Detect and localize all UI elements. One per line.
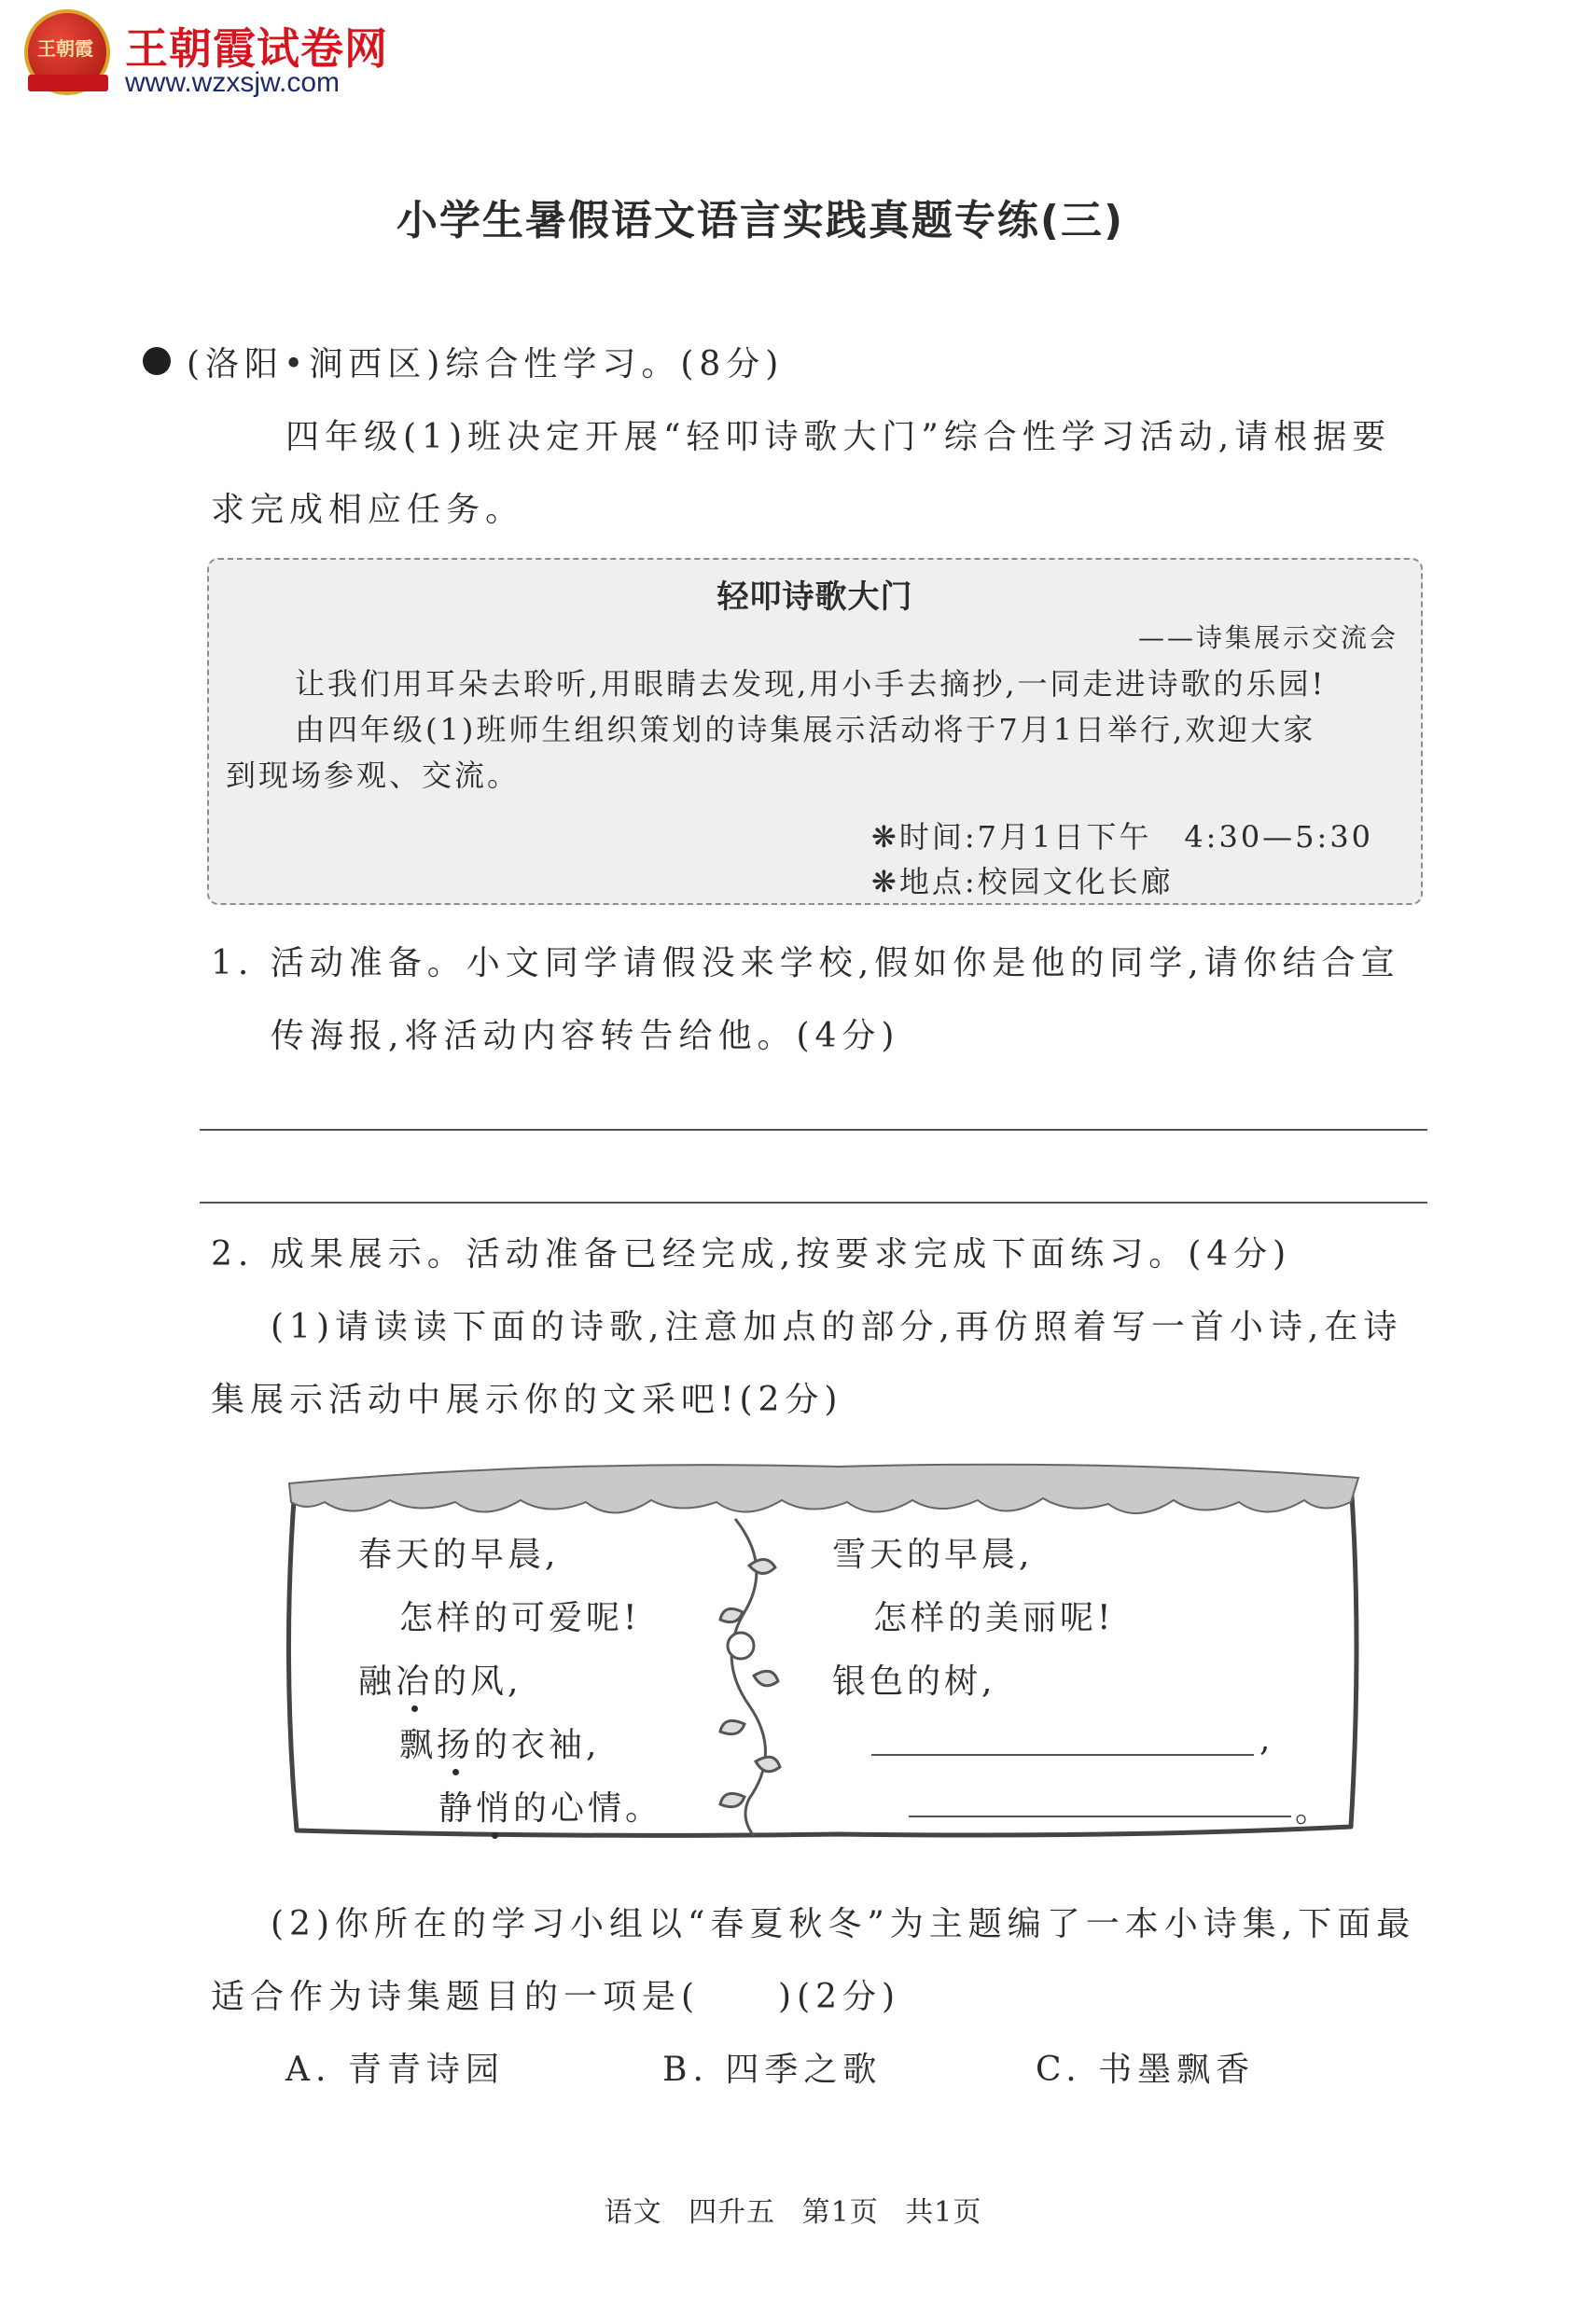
q2-sub2-line-1: (2)你所在的学习小组以“春夏秋冬”为主题编了一本小诗集,下面最	[271, 1905, 1416, 1943]
option-a[interactable]: A. 青青诗园	[285, 2051, 505, 2089]
page-footer: 语文 四升五 第1页 共1页	[604, 2196, 982, 2229]
q1-line-2: 传海报,将活动内容转告给他。(4分)	[271, 1017, 900, 1055]
event-poster	[207, 558, 1423, 905]
poem-right-line-2: 怎样的美丽呢!	[873, 1599, 1115, 1637]
intro-line-2: 求完成相应任务。	[211, 491, 525, 529]
dotted-phrase-1: 融冶的	[358, 1655, 470, 1703]
poem-left-line-3	[358, 1655, 522, 1703]
section-heading: (洛阳•涧西区)综合性学习。(8分)	[187, 345, 785, 383]
q2-sub1-line-2: 集展示活动中展示你的文采吧!(2分)	[211, 1381, 843, 1419]
poem-left-line-4	[399, 1719, 600, 1766]
logo-url: www.wzxsjw.com	[125, 67, 341, 98]
poem-blank-1[interactable]	[871, 1754, 1254, 1756]
page-title: 小学生暑假语文语言实践真题专练(三)	[396, 197, 1125, 244]
poem-left-line-5-rest: 心情。	[550, 1789, 663, 1828]
q2-sub2-line-2: 适合作为诗集题目的一项是( )(2分)	[211, 1978, 901, 2016]
answer-line-2[interactable]	[200, 1202, 1427, 1204]
poem-left-line-2: 怎样的可爱呢!	[399, 1599, 641, 1637]
logo-ribbon-icon	[28, 75, 108, 91]
poster-time: ❋时间:7月1日下午 4:30—5:30	[871, 819, 1374, 855]
poem-left-line-3-rest: 风,	[470, 1663, 522, 1701]
bullet-icon	[143, 347, 171, 375]
q2-line-1: 2. 成果展示。活动准备已经完成,按要求完成下面练习。(4分)	[211, 1235, 1292, 1273]
q1-line-1: 1. 活动准备。小文同学请假没来学校,假如你是他的同学,请你结合宣	[211, 944, 1400, 982]
poem-right-line-3: 银色的树,	[832, 1663, 996, 1701]
poster-subtitle: ——诗集展示交流会	[1137, 622, 1398, 653]
poster-line-1: 让我们用耳朵去聆听,用眼睛去发现,用小手去摘抄,一同走进诗歌的乐园!	[295, 666, 1327, 702]
option-b[interactable]: B. 四季之歌	[662, 2051, 883, 2089]
intro-line-1: 四年级(1)班决定开展“轻叩诗歌大门”综合性学习活动,请根据要	[285, 418, 1392, 456]
poem-period: 。	[1295, 1791, 1333, 1830]
poster-line-2: 由四年级(1)班师生组织策划的诗集展示活动将于7月1日举行,欢迎大家	[295, 712, 1316, 747]
dotted-phrase-3: 静悄的	[438, 1782, 550, 1830]
poster-title: 轻叩诗歌大门	[716, 578, 913, 616]
poem-left-line-1: 春天的早晨,	[358, 1536, 560, 1574]
dotted-phrase-2: 飘扬的	[399, 1719, 511, 1766]
site-logo	[24, 9, 416, 103]
answer-line-1[interactable]	[200, 1129, 1427, 1131]
option-c[interactable]: C. 书墨飘香	[1036, 2051, 1256, 2089]
logo-site-name: 王朝霞试卷网	[125, 23, 388, 74]
poster-line-3: 到现场参观、交流。	[226, 758, 521, 793]
poem-blank-2[interactable]	[909, 1816, 1291, 1817]
q2-sub1-line-1: (1)请读读下面的诗歌,注意加点的部分,再仿照着写一首小诗,在诗	[271, 1308, 1403, 1346]
poem-left-line-4-rest: 衣袖,	[511, 1726, 601, 1764]
poster-place: ❋地点:校园文化长廊	[871, 864, 1174, 899]
poem-right-line-1: 雪天的早晨,	[832, 1536, 1034, 1574]
poem-left-line-5	[438, 1782, 662, 1830]
logo-badge-text: 王朝霞	[37, 37, 93, 60]
poem-comma: ,	[1259, 1720, 1274, 1759]
poem-frame	[278, 1454, 1372, 1862]
